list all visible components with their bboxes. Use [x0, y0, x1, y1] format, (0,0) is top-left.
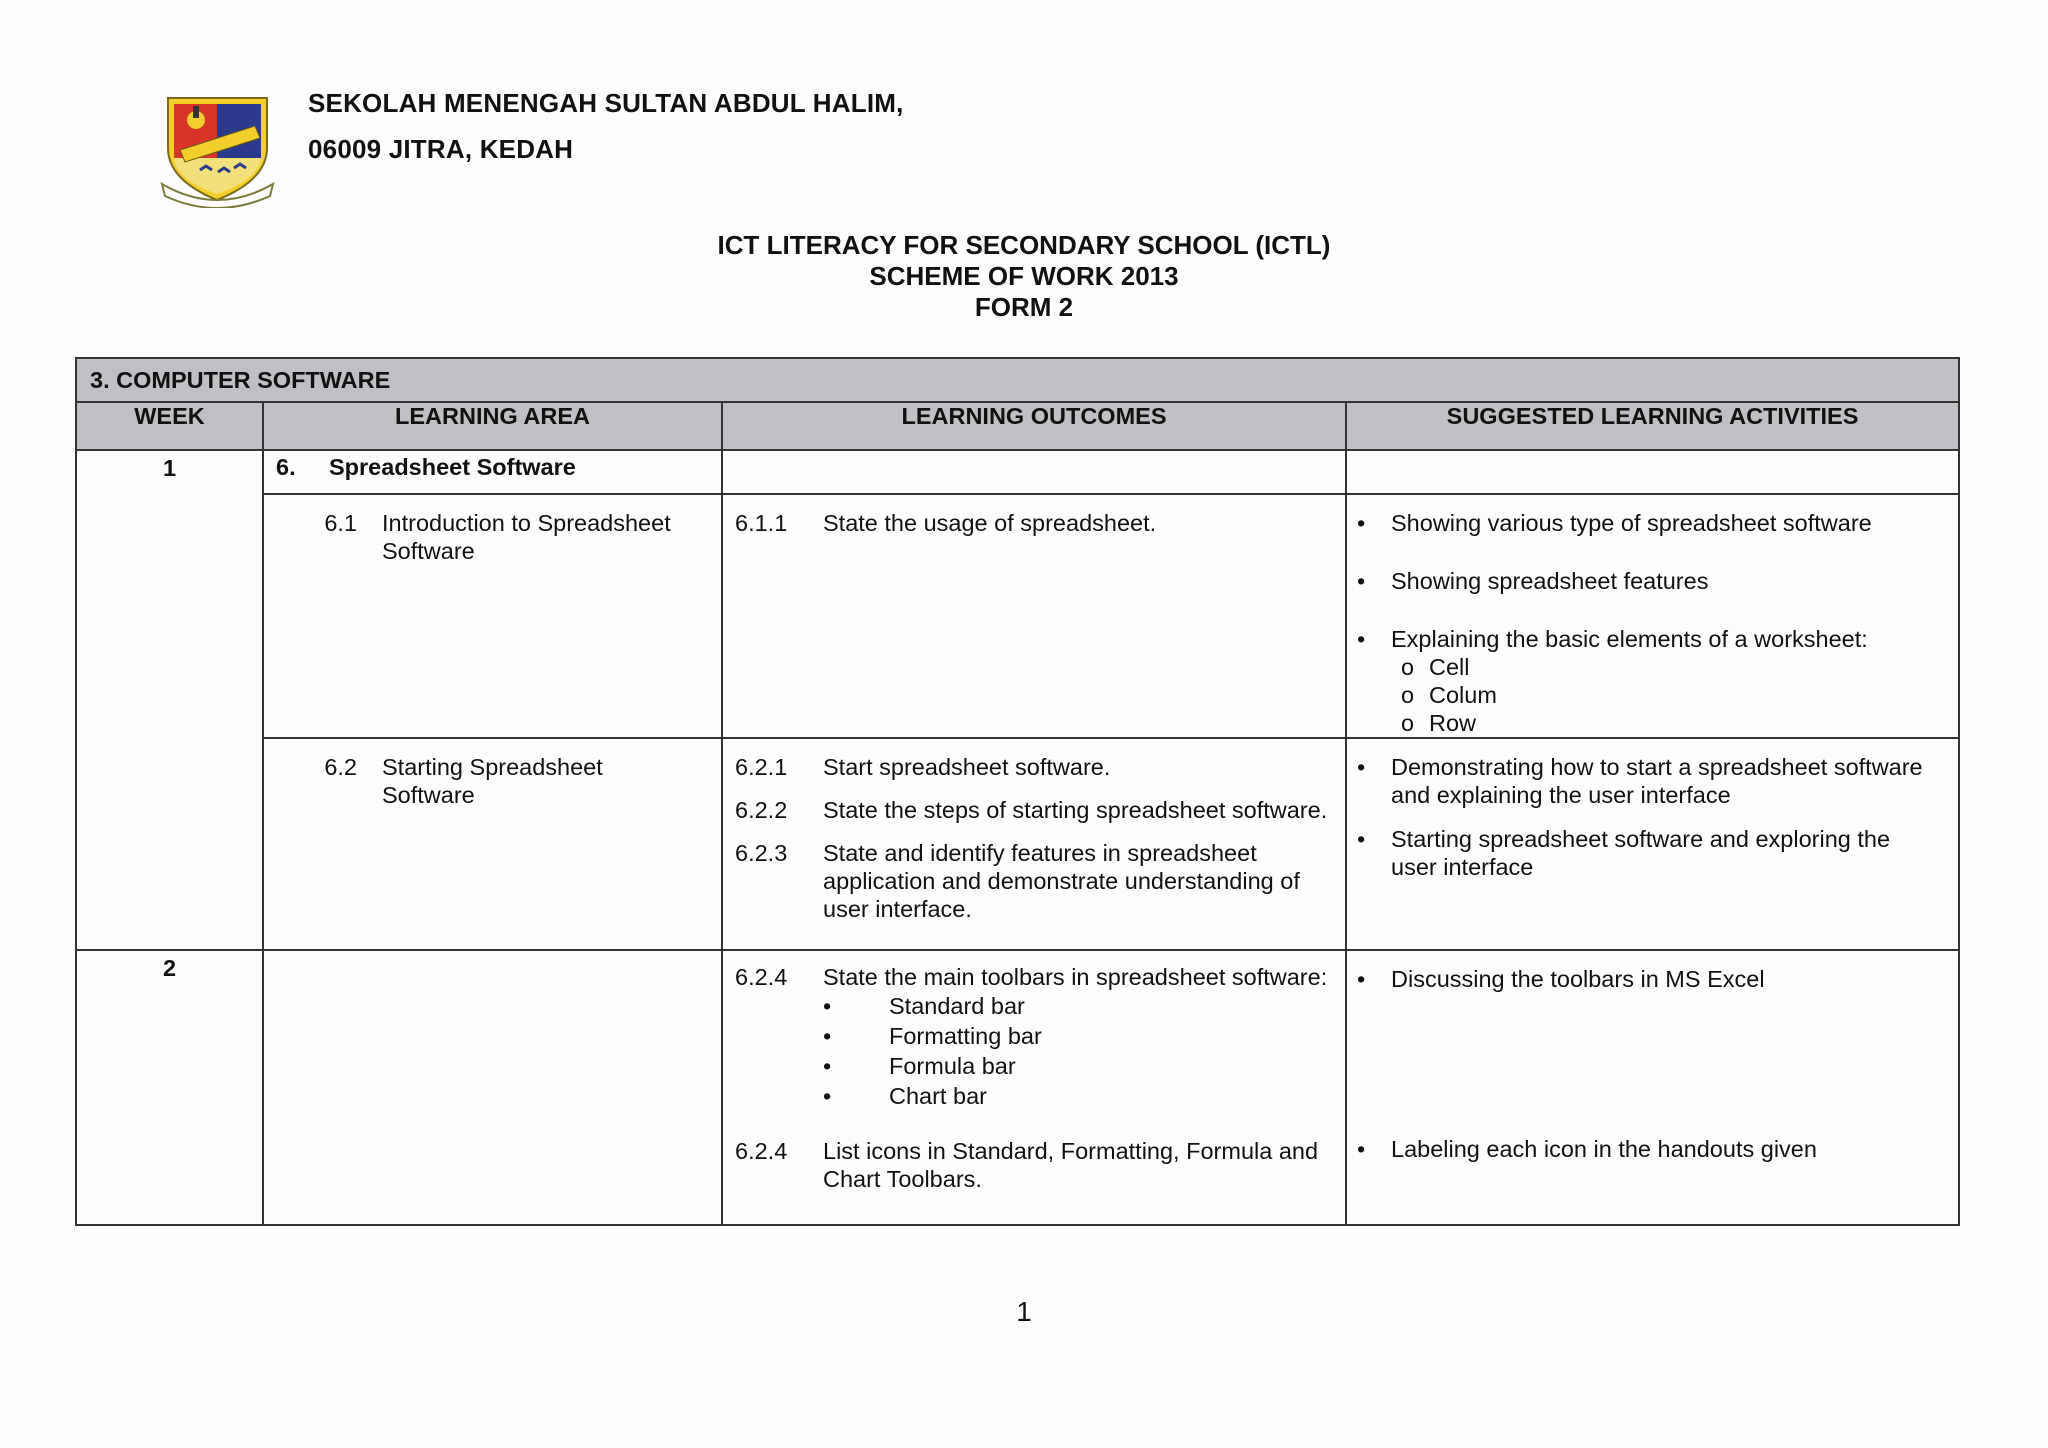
- hollow-bullet-icon: o: [1401, 654, 1415, 680]
- learning-outcomes-cell: [722, 494, 1346, 738]
- topic-row: [76, 450, 1959, 494]
- learning-area-cell: [263, 494, 722, 738]
- outcome-number: 6.2.4: [735, 964, 788, 990]
- column-header-week: WEEK: [76, 402, 263, 450]
- learning-area-cell: [263, 950, 722, 1225]
- learning-area-cell: [263, 738, 722, 950]
- document-title: [0, 230, 2048, 323]
- empty-cell: [722, 450, 1346, 494]
- column-header-learning-area: LEARNING AREA: [263, 402, 722, 450]
- toolbar-item: Formatting bar: [889, 1023, 1042, 1049]
- title-line-3: FORM 2: [974, 292, 1074, 322]
- bullet-icon: •: [823, 1083, 832, 1109]
- sub-activity-text: Colum: [1429, 682, 1497, 708]
- bullet-icon: •: [1357, 568, 1366, 594]
- bullet-icon: •: [823, 1023, 832, 1049]
- hollow-bullet-icon: o: [1401, 710, 1415, 736]
- outcome-number: 6.2.1: [735, 754, 788, 780]
- table-row: [76, 738, 1959, 950]
- activities-cell: [1346, 950, 1959, 1225]
- week-number: 1: [162, 455, 177, 481]
- outcome-number: 6.2.3: [735, 840, 788, 866]
- column-header-learning-outcomes: LEARNING OUTCOMES: [722, 402, 1346, 450]
- toolbar-item: Formula bar: [889, 1053, 1016, 1079]
- bullet-icon: •: [823, 1053, 832, 1079]
- sub-activity-text: Cell: [1429, 654, 1470, 680]
- activity-text: Explaining the basic elements of a worksheet:: [1391, 626, 1868, 652]
- outcome-text: List icons in Standard, Formatting, Formula and Chart Toolbars.: [823, 1138, 1319, 1192]
- school-address: 06009 JITRA, KEDAH: [308, 134, 574, 164]
- area-label: Introduction to Spreadsheet Software: [382, 510, 671, 564]
- activity-text: Demonstrating how to start a spreadsheet software and explaining the user interface: [1391, 754, 1923, 808]
- area-label: Starting Spreadsheet Software: [382, 754, 603, 808]
- week-number: 2: [162, 955, 177, 981]
- sub-activity-text: Row: [1429, 710, 1477, 736]
- activity-text: Discussing the toolbars in MS Excel: [1391, 966, 1765, 992]
- school-crest-logo: [160, 88, 275, 208]
- learning-outcomes-cell: [722, 950, 1346, 1225]
- activity-text: Labeling each icon in the handouts given: [1391, 1136, 1817, 1162]
- bullet-icon: •: [1357, 966, 1366, 992]
- table-row: [76, 950, 1959, 1225]
- hollow-bullet-icon: o: [1401, 682, 1415, 708]
- bullet-icon: •: [1357, 1136, 1366, 1162]
- school-name: SEKOLAH MENENGAH SULTAN ABDUL HALIM,: [308, 88, 904, 118]
- section-heading: 3. COMPUTER SOFTWARE: [76, 358, 1959, 402]
- topic-label: Spreadsheet Software: [329, 454, 576, 480]
- title-line-2: SCHEME OF WORK 2013: [869, 261, 1179, 291]
- learning-outcomes-cell: [722, 738, 1346, 950]
- area-number: 6.1: [324, 510, 357, 536]
- outcome-text: Start spreadsheet software.: [823, 754, 1111, 780]
- activity-text: Showing spreadsheet features: [1391, 568, 1709, 594]
- activities-cell: [1346, 738, 1959, 950]
- outcome-text: State the steps of starting spreadsheet software.: [823, 797, 1328, 823]
- bullet-icon: •: [823, 993, 832, 1019]
- topic-cell: [263, 450, 722, 494]
- area-number: 6.2: [324, 754, 357, 780]
- scheme-of-work-table: [75, 357, 1960, 1226]
- bullet-icon: •: [1357, 626, 1366, 652]
- column-header-row: [76, 402, 1959, 450]
- bullet-icon: •: [1357, 754, 1366, 780]
- activity-text: Showing various type of spreadsheet software: [1391, 510, 1872, 536]
- outcome-text: State the main toolbars in spreadsheet software:: [823, 964, 1328, 990]
- week-cell: [76, 450, 263, 950]
- bullet-icon: •: [1357, 510, 1366, 536]
- bullet-icon: •: [1357, 826, 1366, 852]
- outcome-number: 6.1.1: [735, 510, 788, 536]
- week-cell: [76, 950, 263, 1225]
- activities-cell: [1346, 494, 1959, 738]
- outcome-number: 6.2.2: [735, 797, 788, 823]
- table-row: [76, 494, 1959, 738]
- toolbar-item: Chart bar: [889, 1083, 987, 1109]
- column-header-activities: SUGGESTED LEARNING ACTIVITIES: [1346, 402, 1959, 450]
- topic-number: 6.: [276, 454, 296, 480]
- page-number: 1: [1016, 1296, 1032, 1327]
- outcome-text: State and identify features in spreadsheet application and demonstrate understanding of user interface.: [823, 840, 1300, 922]
- title-line-1: ICT LITERACY FOR SECONDARY SCHOOL (ICTL): [717, 230, 1331, 260]
- empty-cell: [1346, 450, 1959, 494]
- toolbar-item: Standard bar: [889, 993, 1025, 1019]
- outcome-number: 6.2.4: [735, 1138, 788, 1164]
- section-row: [76, 358, 1959, 402]
- activity-text: Starting spreadsheet software and exploring the user interface: [1391, 826, 1891, 880]
- outcome-text: State the usage of spreadsheet.: [823, 510, 1157, 536]
